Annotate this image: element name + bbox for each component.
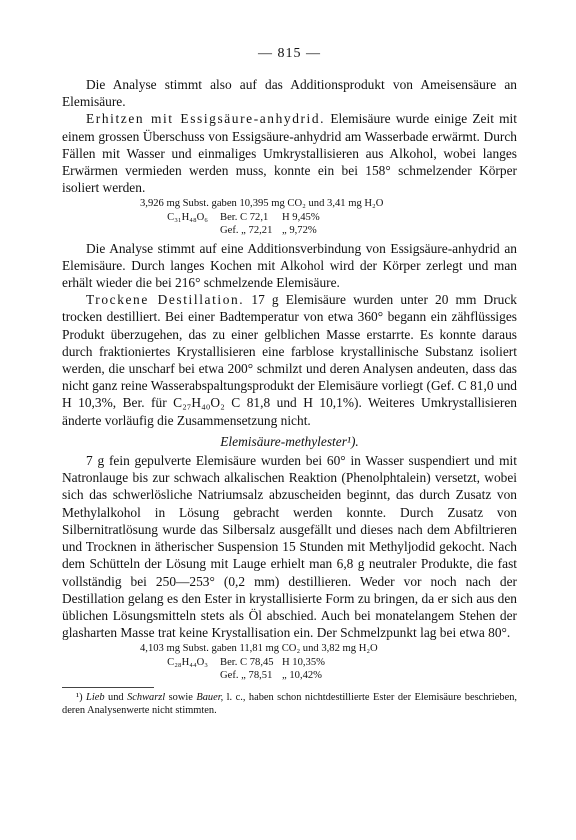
section-lead-acetic-anhydride: Erhitzen mit Essigsäure-anhydrid.: [86, 111, 326, 127]
analysis-2-formula: C₂₈H₄₄O₃: [167, 656, 208, 668]
paragraph-5: 7 g fein gepulverte Elemisäure wurden bei 60° in Wasser suspendiert und mit Natronlauge bis zur schwach alkalischen Reaktion (Phenolphtalein) versetzt, wobei sich das schwerlösliche Natriumsalz abzuscheiden beginnt, das durch Zusatz von Methylalkohol in Lösung gebracht werden konnte. Durch Zusatz von Silbernitratlösung wurde das Silbersalz ausgefällt und dieses nach dem Abfiltrieren und Trocknen in ätherischer Suspension 15 Stunden mit Methyljodid gekocht. Nach dem Schütteln der Lösung mit Lauge erhielt man 6,8 g neutraler Produkte, die fast vollständig bei 250—253° (0,2 mm) destillieren. Weder vor noch nach der Destillation gelang es den Ester in krystallisierte Form zu bringen, da er sich aus den üblichen Lösungsmitteln stets als Öl abschied. Auch bei monatelangem Stehen der glasharten Masse trat keine Krystallisation ein. Der Schmelzpunkt lag bei etwa 80°.: [62, 453, 517, 641]
paragraph-2: [62, 110, 517, 196]
page-number: — 815 —: [258, 46, 321, 61]
analysis-2-line: 4,103 mg Subst. gaben 11,81 mg CO₂ und 3,82 mg H₂O: [140, 643, 378, 655]
analysis-block-1: [62, 197, 517, 237]
footnote-divider: [62, 687, 154, 688]
analysis-1-ber: Ber. C 72,1: [220, 211, 269, 223]
analysis-2-ber-h: H 10,35%: [282, 656, 325, 668]
analysis-1-line: 3,926 mg Subst. gaben 10,395 mg CO₂ und 3,41 mg H₂O: [140, 198, 384, 210]
footnote-author-lieb: Lieb: [86, 691, 105, 703]
analysis-block-2: [62, 642, 517, 682]
paragraph-4: [62, 291, 517, 429]
analysis-2-gef-h: „ 10,42%: [282, 670, 323, 682]
footnote-author-schwarzl: Schwarzl: [127, 691, 166, 703]
section-lead-dry-distillation: Trockene Destillation.: [86, 292, 245, 308]
section-heading-methylester: Elemisäure-methylester¹).: [220, 433, 359, 449]
analysis-1-ber-h: H 9,45%: [282, 211, 320, 223]
analysis-2-gef: Gef. „ 78,51: [220, 670, 273, 682]
paragraph-1: Die Analyse stimmt also auf das Additionsprodukt von Ameisensäure an Elemisäure.: [62, 77, 517, 110]
footnote-text-1: und: [104, 691, 128, 703]
footnote-author-bauer: Bauer,: [196, 691, 224, 703]
footnote-text-3: l. c., haben schon nichtdestillierte Ester der Elemisäure beschrieben, deren Analysenwerte nicht stimmten.: [62, 691, 517, 716]
analysis-1-formula: C₃₁H₄₈O₆: [167, 211, 208, 223]
footnote: [62, 691, 517, 717]
analysis-1-gef-h: „ 9,72%: [282, 225, 317, 237]
paragraph-4-text: 17 g Elemisäure wurden unter 20 mm Druck trocken destilliert. Bei einer Badtemperatur von etwa 360° begann ein zähflüssiges Produkt überzugehen, das zu einer gelblichen Masse erstarrte. Es konnte daraus durch fraktioniertes Krystallisieren eine farblose krystallinische Substanz isoliert werden, die unscharf bei etwa 200° schmilzt und deren Analysen andeuten, dass das nicht ganz reine Wasserabspaltungsprodukt der Elemisäure vorliegt (Gef. C 81,0 und H 10,3%, Ber. für C₂₇H₄₀O₂ C 81,8 und H 10,1%). Weiteres Umkrystallisieren änderte vorläufig die Zusammensetzung nicht.: [62, 292, 517, 428]
footnote-text-2: sowie: [165, 691, 197, 703]
analysis-2-ber: Ber. C 78,45: [220, 656, 274, 668]
paragraph-2-text: Elemisäure wurde einige Zeit mit einem grossen Überschuss von Essigsäure-anhydrid am Wasserbade erwärmt. Durch Fällen mit Wasser und einmaliges Umkrystallisieren aus Alkohol, wobei langes Erwärmen vermieden werden muss, konnte ein bei 158° schmelzender Körper isoliert werden.: [62, 111, 517, 196]
footnote-mark: ¹): [76, 691, 87, 703]
analysis-1-gef: Gef. „ 72,21: [220, 225, 273, 237]
paragraph-3: Die Analyse stimmt auf eine Additionsverbindung von Essigsäure-anhydrid an Elemisäure. Durch langes Kochen mit Alkohol wird der Körper zerlegt und man erhält wieder die bei 216° schmelzende Elemisäure.: [62, 240, 517, 291]
